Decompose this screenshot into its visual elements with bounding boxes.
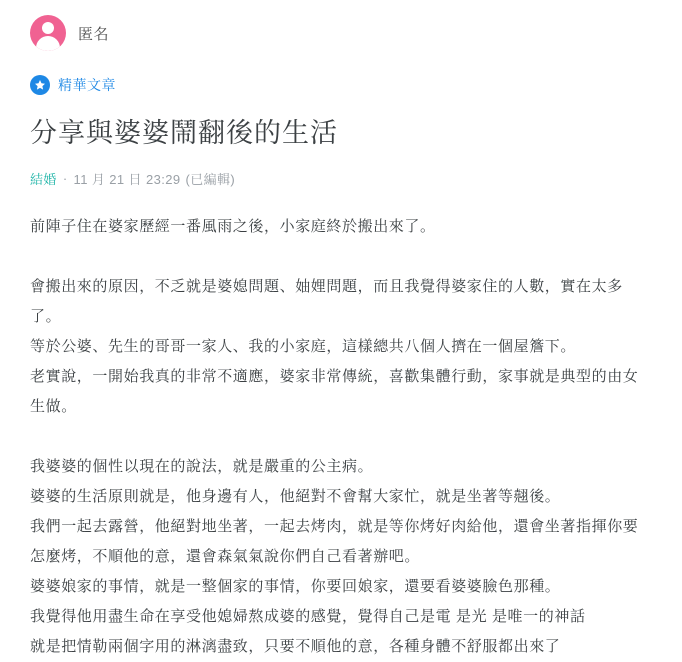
star-badge-icon xyxy=(30,75,50,95)
avatar-body-shape xyxy=(36,36,60,51)
article-paragraph: 前陣子住在婆家歷經一番風雨之後，小家庭終於搬出來了。 xyxy=(30,218,436,236)
article-paragraph: 就是把情勒兩個字用的淋漓盡致，只要不順他的意，各種身體不舒服都出來了 xyxy=(30,638,561,656)
article-body xyxy=(30,212,652,662)
article-paragraph: 老實說，一開始我真的非常不適應，婆家非常傳統，喜歡集體行動，家事就是典型的由女生做。 xyxy=(30,368,639,416)
board-tag[interactable]: 結婚 xyxy=(30,172,57,188)
article-paragraph: 婆婆的生活原則就是，他身邊有人，他絕對不會幫大家忙，就是坐著等翹後。 xyxy=(30,488,561,506)
user-avatar-icon[interactable] xyxy=(30,15,66,51)
author-name: 匿名 xyxy=(78,25,110,43)
article-paragraph: 我婆婆的個性以現在的說法，就是嚴重的公主病。 xyxy=(30,458,374,476)
page-title: 分享與婆婆鬧翻後的生活 xyxy=(30,118,338,148)
article-meta xyxy=(30,169,652,188)
featured-badge xyxy=(30,74,652,96)
article-paragraph: 會搬出來的原因，不乏就是婆媳問題、妯娌問題，而且我覺得婆家住的人數，實在太多了。 xyxy=(30,278,623,326)
article-paragraph-spacer xyxy=(30,422,652,452)
author-row xyxy=(30,0,652,52)
article-paragraph: 等於公婆、先生的哥哥一家人、我的小家庭，這樣總共八個人擠在一個屋簷下。 xyxy=(30,338,577,356)
article-paragraph: 我覺得他用盡生命在享受他媳婦熬成婆的感覺，覺得自己是電 是光 是唯一的神話 xyxy=(30,608,586,626)
edited-label: (已編輯) xyxy=(185,172,236,188)
article-paragraph: 婆婆娘家的事情，就是一整個家的事情，你要回娘家，還要看婆婆臉色那種。 xyxy=(30,578,561,596)
featured-badge-label: 精華文章 xyxy=(58,77,116,93)
avatar-head-shape xyxy=(42,22,54,34)
article-paragraph-spacer xyxy=(30,242,652,272)
meta-separator: · xyxy=(62,171,68,187)
article-paragraph: 我們一起去露營，他絕對地坐著，一起去烤肉，就是等你烤好肉給他，還會坐著指揮你要怎麼烤，不順他的意，還會森氣氣說你們自己看著辦吧。 xyxy=(30,518,639,566)
timestamp: 11 月 21 日 23:29 xyxy=(73,172,181,188)
